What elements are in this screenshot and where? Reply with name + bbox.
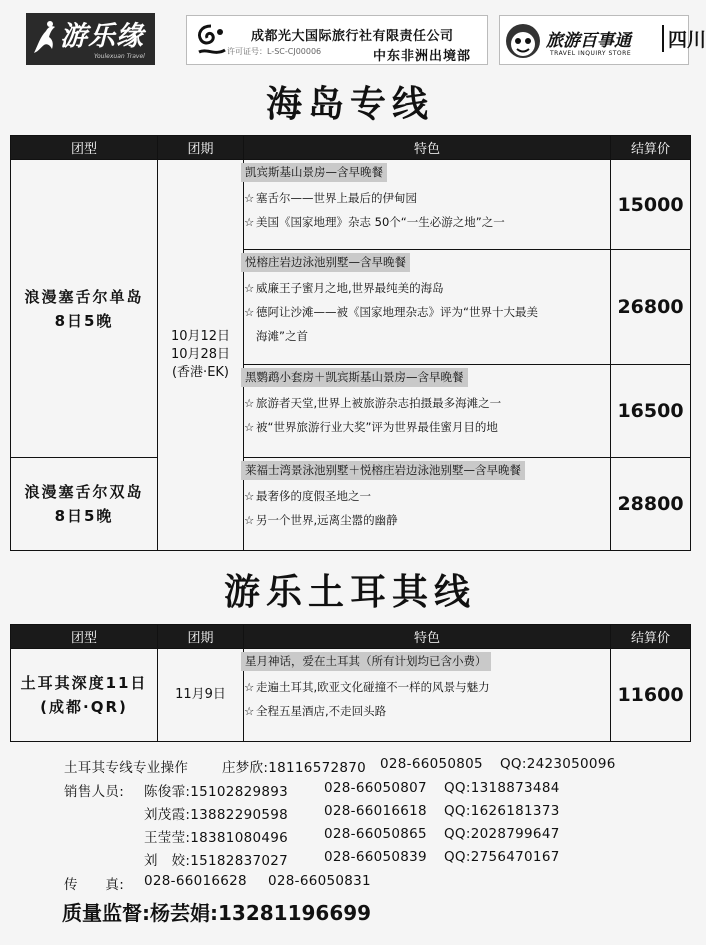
table-header-row — [11, 625, 691, 649]
feature-item: ☆ 美国《国家地理》杂志 50个“一生必游之地”之一 — [244, 210, 610, 234]
group-name: 浪漫塞舌尔双岛 — [24, 483, 144, 501]
feature-item: ☆ 全程五星酒店,不走回头路 — [244, 699, 610, 723]
star-icon: ☆ — [244, 305, 255, 319]
logo1-name: 游乐缘 — [60, 20, 144, 52]
sales-contact — [64, 826, 694, 844]
sales-label: 销售人员: — [64, 784, 125, 800]
group-single-island — [11, 160, 158, 458]
features-cell — [244, 649, 611, 742]
quality-supervision: 质量监督:杨芸娟:13281196699 — [62, 901, 372, 925]
logo2-company-name: 成都光大国际旅行社有限责任公司 — [251, 29, 454, 44]
features-cell — [244, 365, 611, 458]
feature-item: ☆ 最奢侈的度假圣地之一 — [244, 484, 610, 508]
operator-contact — [64, 756, 694, 774]
sales-qq: QQ:1626181373 — [444, 803, 560, 819]
sales-name-phone: 刘茂霞:13882290598 — [144, 807, 289, 823]
logo2-department: 中东非洲出境部 — [373, 49, 472, 64]
sales-qq: QQ:2028799647 — [444, 826, 560, 842]
feature-item: ☆ 威廉王子蜜月之地,世界最纯美的海岛 — [244, 276, 610, 300]
sales-name-phone: 陈俊霏:15102829893 — [144, 784, 289, 800]
star-icon: ☆ — [244, 513, 255, 527]
group-route: (成都·QR) — [40, 698, 128, 716]
star-icon: ☆ — [244, 420, 255, 434]
features-cell — [244, 250, 611, 365]
group-turkey — [11, 649, 158, 742]
fax-contact — [64, 873, 694, 891]
star-icon: ☆ — [244, 489, 255, 503]
turkey-section-title: 游乐土耳其线 — [223, 572, 476, 613]
feature-item-continued: 海滩”之首 — [256, 329, 308, 343]
sales-contact — [64, 780, 694, 798]
hotel-highlight: 莱福士湾景泳池别墅＋悦榕庄岩边泳池别墅—含早晚餐 — [241, 461, 525, 480]
operator-tel: 028-66050805 — [380, 756, 483, 772]
departure-date: 10月12日 — [170, 329, 231, 344]
fax-number: 028-66016628 — [144, 873, 247, 889]
feature-item: ☆ 塞舌尔——世界上最后的伊甸园 — [244, 186, 610, 210]
table-row — [11, 160, 691, 250]
logo1-subtitle: Youlexuan Travel — [94, 53, 145, 60]
header-price: 结算价 — [611, 625, 691, 649]
sales-qq: QQ:1318873484 — [444, 780, 560, 796]
hotel-highlight: 黑鹦鹉小套房＋凯宾斯基山景房—含早晚餐 — [241, 368, 468, 387]
feature-item: ☆ 旅游者天堂,世界上被旅游杂志拍摄最多海滩之一 — [244, 391, 610, 415]
price: 26800 — [611, 250, 691, 365]
departure-dates — [158, 160, 244, 551]
star-icon: ☆ — [244, 191, 255, 205]
sales-tel: 028-66050865 — [324, 826, 427, 842]
price: 28800 — [611, 458, 691, 551]
header-features: 特色 — [244, 625, 611, 649]
logo3-subtitle: TRAVEL INQUIRY STORE — [550, 50, 632, 57]
group-name: 浪漫塞舌尔单岛 — [24, 287, 144, 306]
group-double-island — [11, 458, 158, 551]
logo3-name: 旅游百事通 — [546, 31, 631, 51]
logo2-license: 许可证号：L-SC-CJ00006 — [227, 47, 322, 56]
departure-date: 10月28日 — [170, 347, 231, 362]
star-icon: ☆ — [244, 680, 255, 694]
baishitong-logo — [499, 15, 706, 65]
island-tour-table — [10, 135, 691, 551]
fax-label: 传 真: — [64, 877, 125, 893]
star-icon: ☆ — [244, 281, 255, 295]
operator-name-phone: 庄梦欣:18116572870 — [222, 760, 367, 776]
feature-item: ☆ 走遍土耳其,欧亚文化碰撞不一样的风景与魅力 — [244, 675, 610, 699]
sales-contact — [64, 803, 694, 821]
feature-item: ☆ 被“世界旅游行业大奖”评为世界最佳蜜月目的地 — [244, 415, 610, 439]
star-icon: ☆ — [244, 704, 255, 718]
sales-name-phone: 刘 姣:15182837027 — [144, 853, 289, 869]
table-header-row — [11, 136, 691, 160]
hotel-highlight: 悦榕庄岩边泳池别墅—含早晚餐 — [241, 253, 410, 272]
fax-number: 028-66050831 — [268, 873, 371, 889]
hotel-highlight: 星月神话，爱在土耳其（所有计划均已含小费） — [241, 652, 491, 671]
sales-tel: 028-66050807 — [324, 780, 427, 796]
price: 15000 — [611, 160, 691, 250]
table-row — [11, 458, 691, 551]
group-duration: 8日5晚 — [54, 311, 114, 330]
sales-qq: QQ:2756470167 — [444, 849, 560, 865]
star-icon: ☆ — [244, 215, 255, 229]
sales-tel: 028-66050839 — [324, 849, 427, 865]
header-departure: 团期 — [158, 625, 244, 649]
mascot-face-icon — [504, 21, 542, 61]
swirl-emblem-icon — [193, 22, 229, 60]
sales-name-phone: 王莹莹:18381080496 — [144, 830, 289, 846]
operator-qq: QQ:2423050096 — [500, 756, 616, 772]
group-duration: 8日5晚 — [54, 507, 114, 525]
departure-date: 11月9日 — [158, 649, 244, 742]
star-icon: ☆ — [244, 396, 255, 410]
price: 16500 — [611, 365, 691, 458]
header-group-type: 团型 — [11, 625, 158, 649]
hotel-highlight: 凯宾斯基山景房—含早晚餐 — [241, 163, 387, 182]
operator-label: 土耳其专线专业操作 — [64, 760, 189, 776]
sales-tel: 028-66016618 — [324, 803, 427, 819]
feature-item: ☆ 德阿让沙滩——被《国家地理杂志》评为“世界十大最美 — [244, 300, 610, 324]
header-price: 结算价 — [611, 136, 691, 160]
turkey-tour-table — [10, 624, 691, 742]
features-cell — [244, 160, 611, 250]
horse-rider-icon — [30, 19, 58, 59]
header-group-type: 团型 — [11, 136, 158, 160]
header-departure: 团期 — [158, 136, 244, 160]
sales-contact — [64, 849, 694, 867]
price: 11600 — [611, 649, 691, 742]
group-name: 土耳其深度11日 — [20, 674, 148, 692]
departure-route: (香港·EK) — [171, 365, 229, 380]
youlexuan-logo — [26, 13, 155, 65]
logo3-region: 四川 — [662, 25, 706, 52]
header-features: 特色 — [244, 136, 611, 160]
island-section-title: 海岛专线 — [265, 84, 434, 125]
table-row — [11, 649, 691, 742]
guangda-logo — [186, 15, 488, 65]
feature-item: ☆ 另一个世界,远离尘嚣的幽静 — [244, 508, 610, 532]
features-cell — [244, 458, 611, 551]
